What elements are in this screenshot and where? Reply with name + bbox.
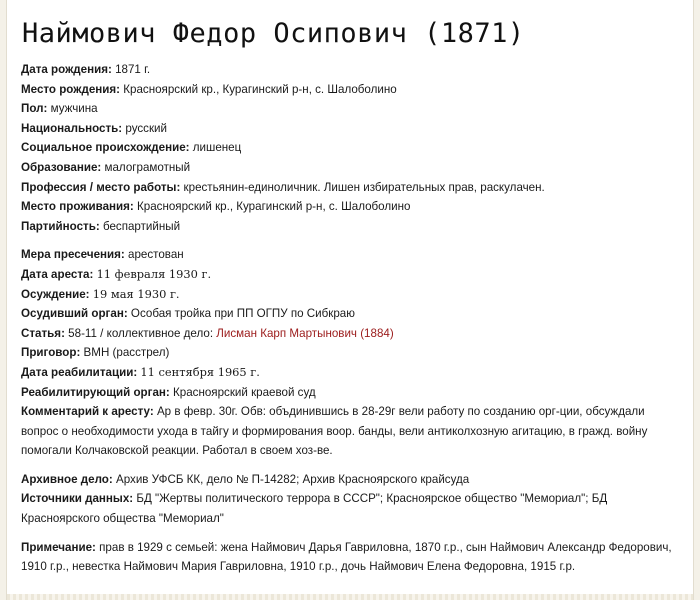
field-birth-place [21,80,681,100]
field-profession [21,178,681,198]
field-value: лишенец [192,141,242,155]
field-value: 1871 г. [115,63,151,76]
field-court [21,304,681,324]
field-label: Пол: [21,102,48,116]
field-value: Ар в февр. 30г. Обв: объдинившись в 28-29г вели работу по созданию орг-ции, обсуждали вопрос о необходимости ухода в тайгу и формирования воор. банды, вели антиколхозную агитацию, в гражд. войну помогали Колчаковской реакции. Работал в своем хоз-ве. [21,405,648,458]
field-label: Мера пресечения: [21,248,125,262]
field-arrest-comment [21,402,681,461]
field-value: 11 февраля 1930 г. [96,266,212,281]
field-value: крестьянин-единоличник. Лишен избирательных прав, раскулачен. [183,180,545,194]
field-value: 19 мая 1930 г. [92,286,180,301]
collective-case-link[interactable]: Лисман Карп Мартынович (1884) [216,326,394,340]
field-sentence [21,343,681,363]
field-label: Место рождения: [21,82,121,96]
field-label: Место проживания: [21,200,134,214]
field-value: 11 сентября 1965 г. [140,364,260,379]
field-label: Дата реабилитации: [21,365,138,379]
field-label: Осудивший орган: [21,307,128,321]
field-value: ВМН (расстрел) [83,346,170,360]
record-page [6,0,694,600]
field-label: Приговор: [21,346,81,360]
field-label: Дата рождения: [21,63,112,76]
field-value: мужчина [50,102,98,116]
field-value: прав в 1929 с семьей: жена Наймович Дарья Гавриловна, 1870 г.р., сын Наймович Александр Федорович, 1910 г.р., невестка Наймович Мария Гавриловна, 1910 г.р., дочь Наймович Елена Федоровна, 1915 г.р. [21,540,672,574]
field-label: Реабилитирующий орган: [21,385,170,399]
field-value: Особая тройка при ПП ОГПУ по Сибкраю [130,307,355,321]
field-label: Национальность: [21,121,123,135]
field-label: Партийность: [21,219,100,233]
field-residence [21,197,681,217]
field-value: БД "Жертвы политического террора в СССР"; Красноярское общество "Мемориал"; БД Красноярского общества "Мемориал" [21,492,608,526]
field-label: Источники данных: [21,492,134,506]
field-article [21,324,681,344]
field-rehab-date [21,363,681,383]
field-party [21,217,681,237]
field-value: малограмотный [104,160,191,174]
field-value: Архив УФСБ КК, дело № П-14282; Архив Красноярского крайсуда [115,472,470,486]
field-conviction [21,285,681,305]
field-birth-date [21,60,681,80]
page-bottom-border [7,594,693,600]
field-label: Примечание: [21,540,96,554]
field-value: русский [125,121,167,135]
field-sex [21,99,681,119]
field-value: Красноярский кр., Курагинский р-н, с. Шалоболино [123,82,397,96]
field-label: Осуждение: [21,287,90,301]
page-title: Наймович Федор Осипович (1871) [22,18,525,49]
field-value: беспартийный [102,219,181,233]
field-nationality [21,119,681,139]
field-label: Комментарий к аресту: [21,405,154,419]
field-sources [21,489,681,528]
field-rehab-body [21,383,681,403]
field-label: Архивное дело: [21,472,113,486]
field-label: Социальное происхождение: [21,141,190,155]
field-value: арестован [128,248,184,262]
field-label: Дата ареста: [21,267,94,281]
field-value: Красноярский кр., Курагинский р-н, с. Шалоболино [137,200,411,214]
field-education [21,158,681,178]
field-archive [21,470,681,490]
field-social-origin [21,138,681,158]
field-label: Образование: [21,160,102,174]
field-value: 58-11 / коллективное дело: [68,326,214,340]
field-arrest-date [21,265,681,285]
field-note [21,538,681,577]
record-fields [21,60,681,577]
field-measure [21,245,681,265]
field-value: Красноярский краевой суд [173,385,316,399]
field-label: Профессия / место работы: [21,180,181,194]
field-label: Статья: [21,326,65,340]
